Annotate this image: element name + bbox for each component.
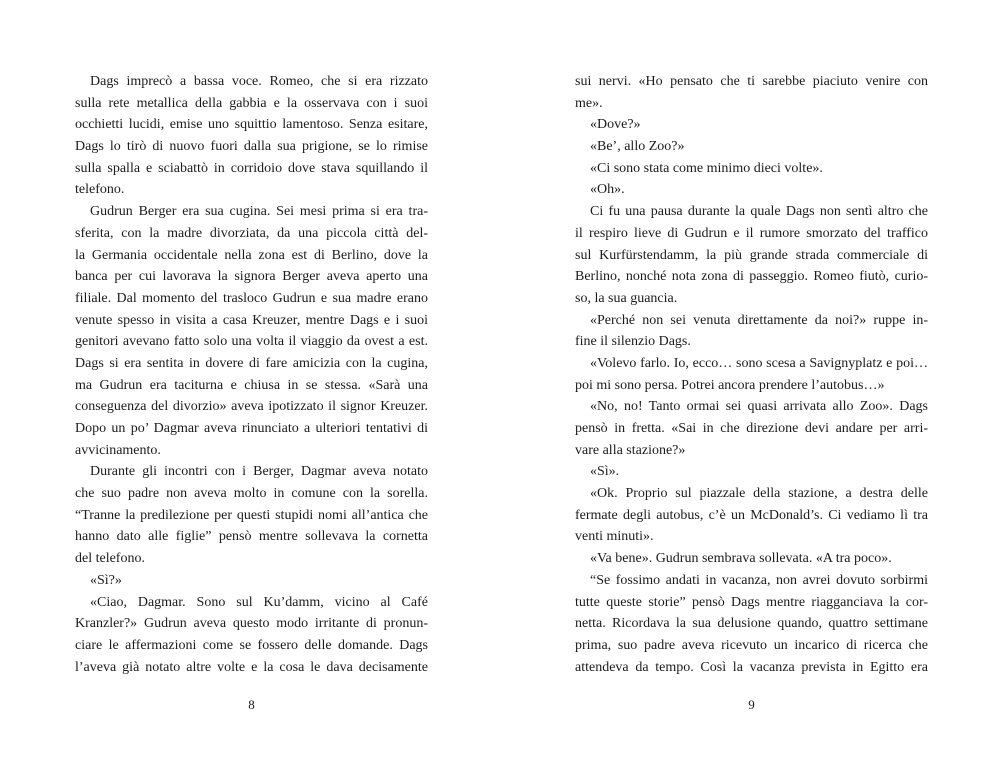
text-line: «Volevo farlo. Io, ecco… sono scesa a Savignyplatz e poi… [590, 355, 928, 371]
text-line: fermate degli autobus, c’è un McDonald’s. Ci vediamo lì tra [575, 507, 928, 523]
text-line: pensò in fretta. «Sai in che direzione devi andare per arri- [575, 421, 928, 436]
text-line: «No, no! Tanto ormai sei quasi arrivata allo Zoo». Dags [590, 399, 928, 415]
text-line: occhietti lucidi, emise uno squittio lamentoso. Senza esitare, [75, 117, 428, 133]
text-line: Berlino, nonché nota zona di passeggio. Romeo fiutò, curio- [575, 269, 928, 285]
text-line: «Sì?» [90, 572, 122, 588]
text-line: “Se fossimo andati in vacanza, non avrei dovuto sorbirmi [590, 572, 928, 588]
text-line: attendeva da tempo. Così la vacanza prevista in Egitto era [575, 659, 928, 675]
text-line: filiale. Dal momento del trasloco Gudrun e sua madre erano [75, 290, 428, 306]
text-line: me». [575, 95, 603, 111]
page-left-number: 8 [248, 697, 255, 712]
text-line: ma Gudrun era taciturna e chiusa in se stessa. «Sarà una [75, 377, 428, 393]
text-line: hanno dato alle figlie” pensò mentre sollevava la cornetta [75, 529, 428, 545]
text-line: sui nervi. «Ho pensato che ti sarebbe piaciuto venire con [575, 74, 928, 89]
text-line: so, la sua guancia. [575, 290, 678, 306]
text-line: «Ci sono stata come minimo dieci volte». [590, 160, 823, 176]
text-line: Kranzler?» Gudrun aveva questo modo irritante di pronun- [75, 616, 428, 632]
text-line: sulla spalla e sciabattò in corridoio dove stava squillando il [75, 160, 428, 176]
text-line: Ci fu una pausa durante la quale Dags non sentì altro che [590, 204, 928, 220]
text-line: venti minuti». [575, 529, 654, 545]
text-line: il respiro lieve di Gudrun e il rumore smorzato del traffico [575, 225, 928, 241]
text-line: che suo padre non aveva molto in comune con la sorella. [75, 486, 428, 502]
text-line: Dags imprecò a bassa voce. Romeo, che si era rizzato [90, 74, 428, 89]
text-line: l’aveva già notato altre volte e la cosa le dava decisamente [75, 659, 428, 675]
page-left-text [75, 71, 428, 678]
text-line: conseguenza del divorzio» aveva ipotizzato il signor Kreuzer. [75, 399, 428, 415]
text-line: ciare le affermazioni come se fossero delle domande. Dags [75, 637, 428, 653]
text-line: vare alla stazione?» [575, 442, 686, 458]
text-line: venute spesso in visita a casa Kreuzer, mentre Dags e i suoi [75, 312, 428, 328]
text-line: «Ciao, Dagmar. Sono sul Ku’damm, vicino al Café [90, 594, 428, 610]
text-line: sul Kurfürstendamm, la più grande strada commerciale di [575, 247, 928, 263]
text-line: poi mi sono persa. Potrei ancora prendere l’autobus…» [575, 377, 885, 393]
page-right-text [575, 71, 928, 678]
text-line: Dopo un po’ Dagmar aveva rinunciato a ulteriori tentativi di [75, 421, 428, 436]
text-line: sferita, con la madre divorziata, da una piccola città del- [75, 225, 428, 241]
text-line: Durante gli incontri con i Berger, Dagmar aveva notato [90, 464, 428, 480]
text-line: «Sì». [590, 464, 620, 480]
text-line: Gudrun Berger era sua cugina. Sei mesi prima si era tra- [90, 204, 428, 220]
text-line: banca per cui lavorava la signora Berger aveva aperto una [75, 269, 428, 285]
text-line: prima, suo padre aveva ricevuto un incarico di ricerca che [575, 637, 928, 653]
text-line: «Ok. Proprio sul piazzale della stazione, a destra delle [590, 486, 928, 502]
text-line: Dags lo tirò di nuovo fuori dalla sua prigione, se lo rimise [75, 139, 428, 155]
text-line: tutte queste storie” pensò Dags mentre riagganciava la cor- [575, 594, 928, 610]
text-line: «Oh». [590, 182, 625, 198]
text-line: «Dove?» [590, 117, 641, 133]
text-line: «Perché non sei venuta direttamente da noi?» ruppe in- [590, 312, 928, 328]
text-line: del telefono. [75, 551, 145, 567]
text-line: «Be’, allo Zoo?» [590, 139, 685, 155]
text-line: genitori avevano fatto solo una volta il viaggio da ovest a est. [75, 334, 428, 350]
text-line: “Tranne la predilezione per questi stupidi nomi all’antica che [75, 507, 428, 523]
text-line: «Va bene». Gudrun sembrava sollevata. «A tra poco». [590, 551, 892, 567]
text-line: fine il silenzio Dags. [575, 334, 691, 350]
text-line: telefono. [75, 182, 125, 198]
text-line: la Germania occidentale nella zona est di Berlino, dove la [75, 247, 428, 263]
text-line: sulla rete metallica della gabbia e la osservava con i suoi [75, 95, 428, 111]
text-line: Dags si era sentita in dovere di fare amicizia con la cugina, [75, 355, 428, 371]
text-line: avvicinamento. [75, 442, 161, 458]
text-line: netta. Ricordava la sua delusione quando, quattro settimane [575, 616, 928, 632]
page-right-number: 9 [748, 697, 755, 712]
